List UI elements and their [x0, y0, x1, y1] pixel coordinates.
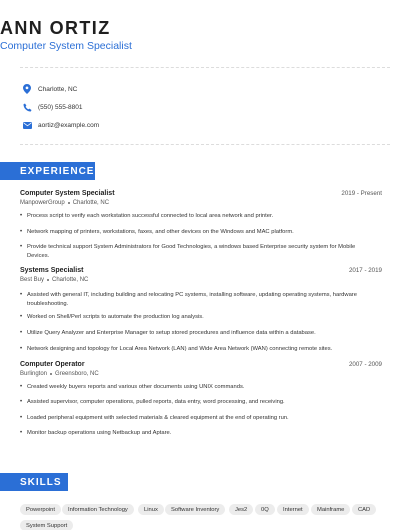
skills-heading: SKILLS — [0, 473, 68, 491]
job-company: ManpowerGroup — [20, 200, 65, 206]
bullet-text: Process script to verify each workstation successful connected to local area network and printer. — [27, 213, 274, 219]
bullet-text: Worked on Shell/Perl scripts to automate the production log analysis. — [27, 314, 204, 320]
bullet-icon: • — [20, 415, 23, 421]
bullet-icon: • — [20, 384, 23, 390]
job-title: Systems Specialist — [20, 267, 84, 274]
phone-text: (550) 555-8801 — [38, 103, 83, 111]
list-item — [20, 398, 382, 407]
contact-email — [22, 120, 99, 130]
bullet-text: Network designing and topology for Local Area Network (LAN) and Wide Area Network (WAN) connecting remote sites. — [27, 346, 333, 352]
bullet-text: Created weekly buyers reports and various other documents using UNIX commands. — [27, 384, 245, 390]
job-location: Charlotte, NC — [52, 277, 89, 283]
skill-chip: Internet — [277, 504, 309, 515]
bullet-text: Loaded peripheral equipment with selected materials & cleared equipment at the end of operating run. — [27, 415, 289, 421]
bullet-icon: • — [20, 430, 23, 436]
list-item — [20, 329, 382, 338]
job-title: Computer System Specialist — [20, 190, 115, 197]
bullet-text: Assisted with general IT, including building and relocating PC systems, installing software, updating operating systems, hardware troubleshooting. — [27, 292, 357, 307]
contact-location — [22, 84, 77, 94]
bullet-text: Provide technical support System Administrators for Good Technologies, a windows based Enterprise security system for Mobile Devices. — [27, 244, 356, 259]
list-item — [20, 212, 382, 221]
skill-chip: CAD — [352, 504, 376, 515]
skill-chip: System Support — [20, 520, 73, 530]
bullet-icon: • — [20, 314, 23, 320]
skill-chip: Mainframe — [311, 504, 350, 515]
separator-dot — [68, 202, 70, 204]
job-meta — [20, 371, 99, 377]
job-meta — [20, 200, 109, 206]
bullet-icon: • — [20, 399, 23, 405]
job-location: Greensboro, NC — [55, 371, 99, 377]
bullet-text: Utilize Query Analyzer and Enterprise Manager to setup stored procedures and influence data within a database. — [27, 330, 316, 336]
list-item — [20, 313, 382, 322]
list-item — [20, 243, 382, 260]
job-location: Charlotte, NC — [72, 200, 110, 206]
contact-divider — [20, 144, 390, 145]
envelope-icon — [22, 120, 32, 130]
contact-phone — [22, 102, 82, 112]
experience-heading: EXPERIENCE — [0, 162, 95, 180]
list-item — [20, 291, 382, 308]
location-text: Charlotte, NC — [38, 85, 78, 93]
email-text[interactable]: aortiz@example.com — [38, 121, 100, 129]
skill-chip: Linux — [138, 504, 164, 515]
separator-dot — [47, 279, 49, 281]
job-company: Best Buy — [20, 277, 45, 283]
resume-title: Computer System Specialist — [0, 40, 132, 52]
bullet-icon: • — [20, 346, 23, 352]
bullet-text: Monitor backup operations using Netbackup and Aptare. — [27, 430, 172, 436]
list-item — [20, 429, 382, 438]
job-dates: 2017 - 2019 — [348, 267, 382, 274]
separator-dot — [50, 373, 52, 375]
job-title: Computer Operator — [20, 361, 85, 368]
job-meta — [20, 277, 88, 283]
bullet-text: Assisted supervisor, computer operations, pulled reports, data entry, word processing, and receiving. — [27, 399, 285, 405]
job-dates: 2007 - 2009 — [348, 361, 382, 368]
list-item — [20, 228, 382, 237]
skill-chip: Information Technology — [62, 504, 134, 515]
bullet-icon: • — [20, 244, 23, 250]
bullet-text: Network mapping of printers, workstations, faxes, and other devices on the Windows and MAC platform. — [27, 229, 294, 235]
skill-chip: 0Q — [255, 504, 275, 515]
map-pin-icon — [22, 84, 32, 94]
bullet-icon: • — [20, 292, 23, 298]
list-item — [20, 345, 382, 354]
skill-chip: Powerpoint — [20, 504, 61, 515]
bullet-icon: • — [20, 330, 23, 336]
job-company: Burlington — [20, 371, 48, 377]
skill-chip: Jes2 — [229, 504, 253, 515]
phone-icon — [22, 102, 32, 112]
header-divider — [20, 67, 390, 68]
resume-name: ANN ORTIZ — [0, 18, 111, 38]
skill-chip: Software Inventory — [165, 504, 225, 515]
list-item — [20, 383, 382, 392]
list-item — [20, 414, 382, 423]
bullet-icon: • — [20, 229, 23, 235]
job-dates: 2019 - Present — [341, 190, 382, 197]
bullet-icon: • — [20, 213, 23, 219]
